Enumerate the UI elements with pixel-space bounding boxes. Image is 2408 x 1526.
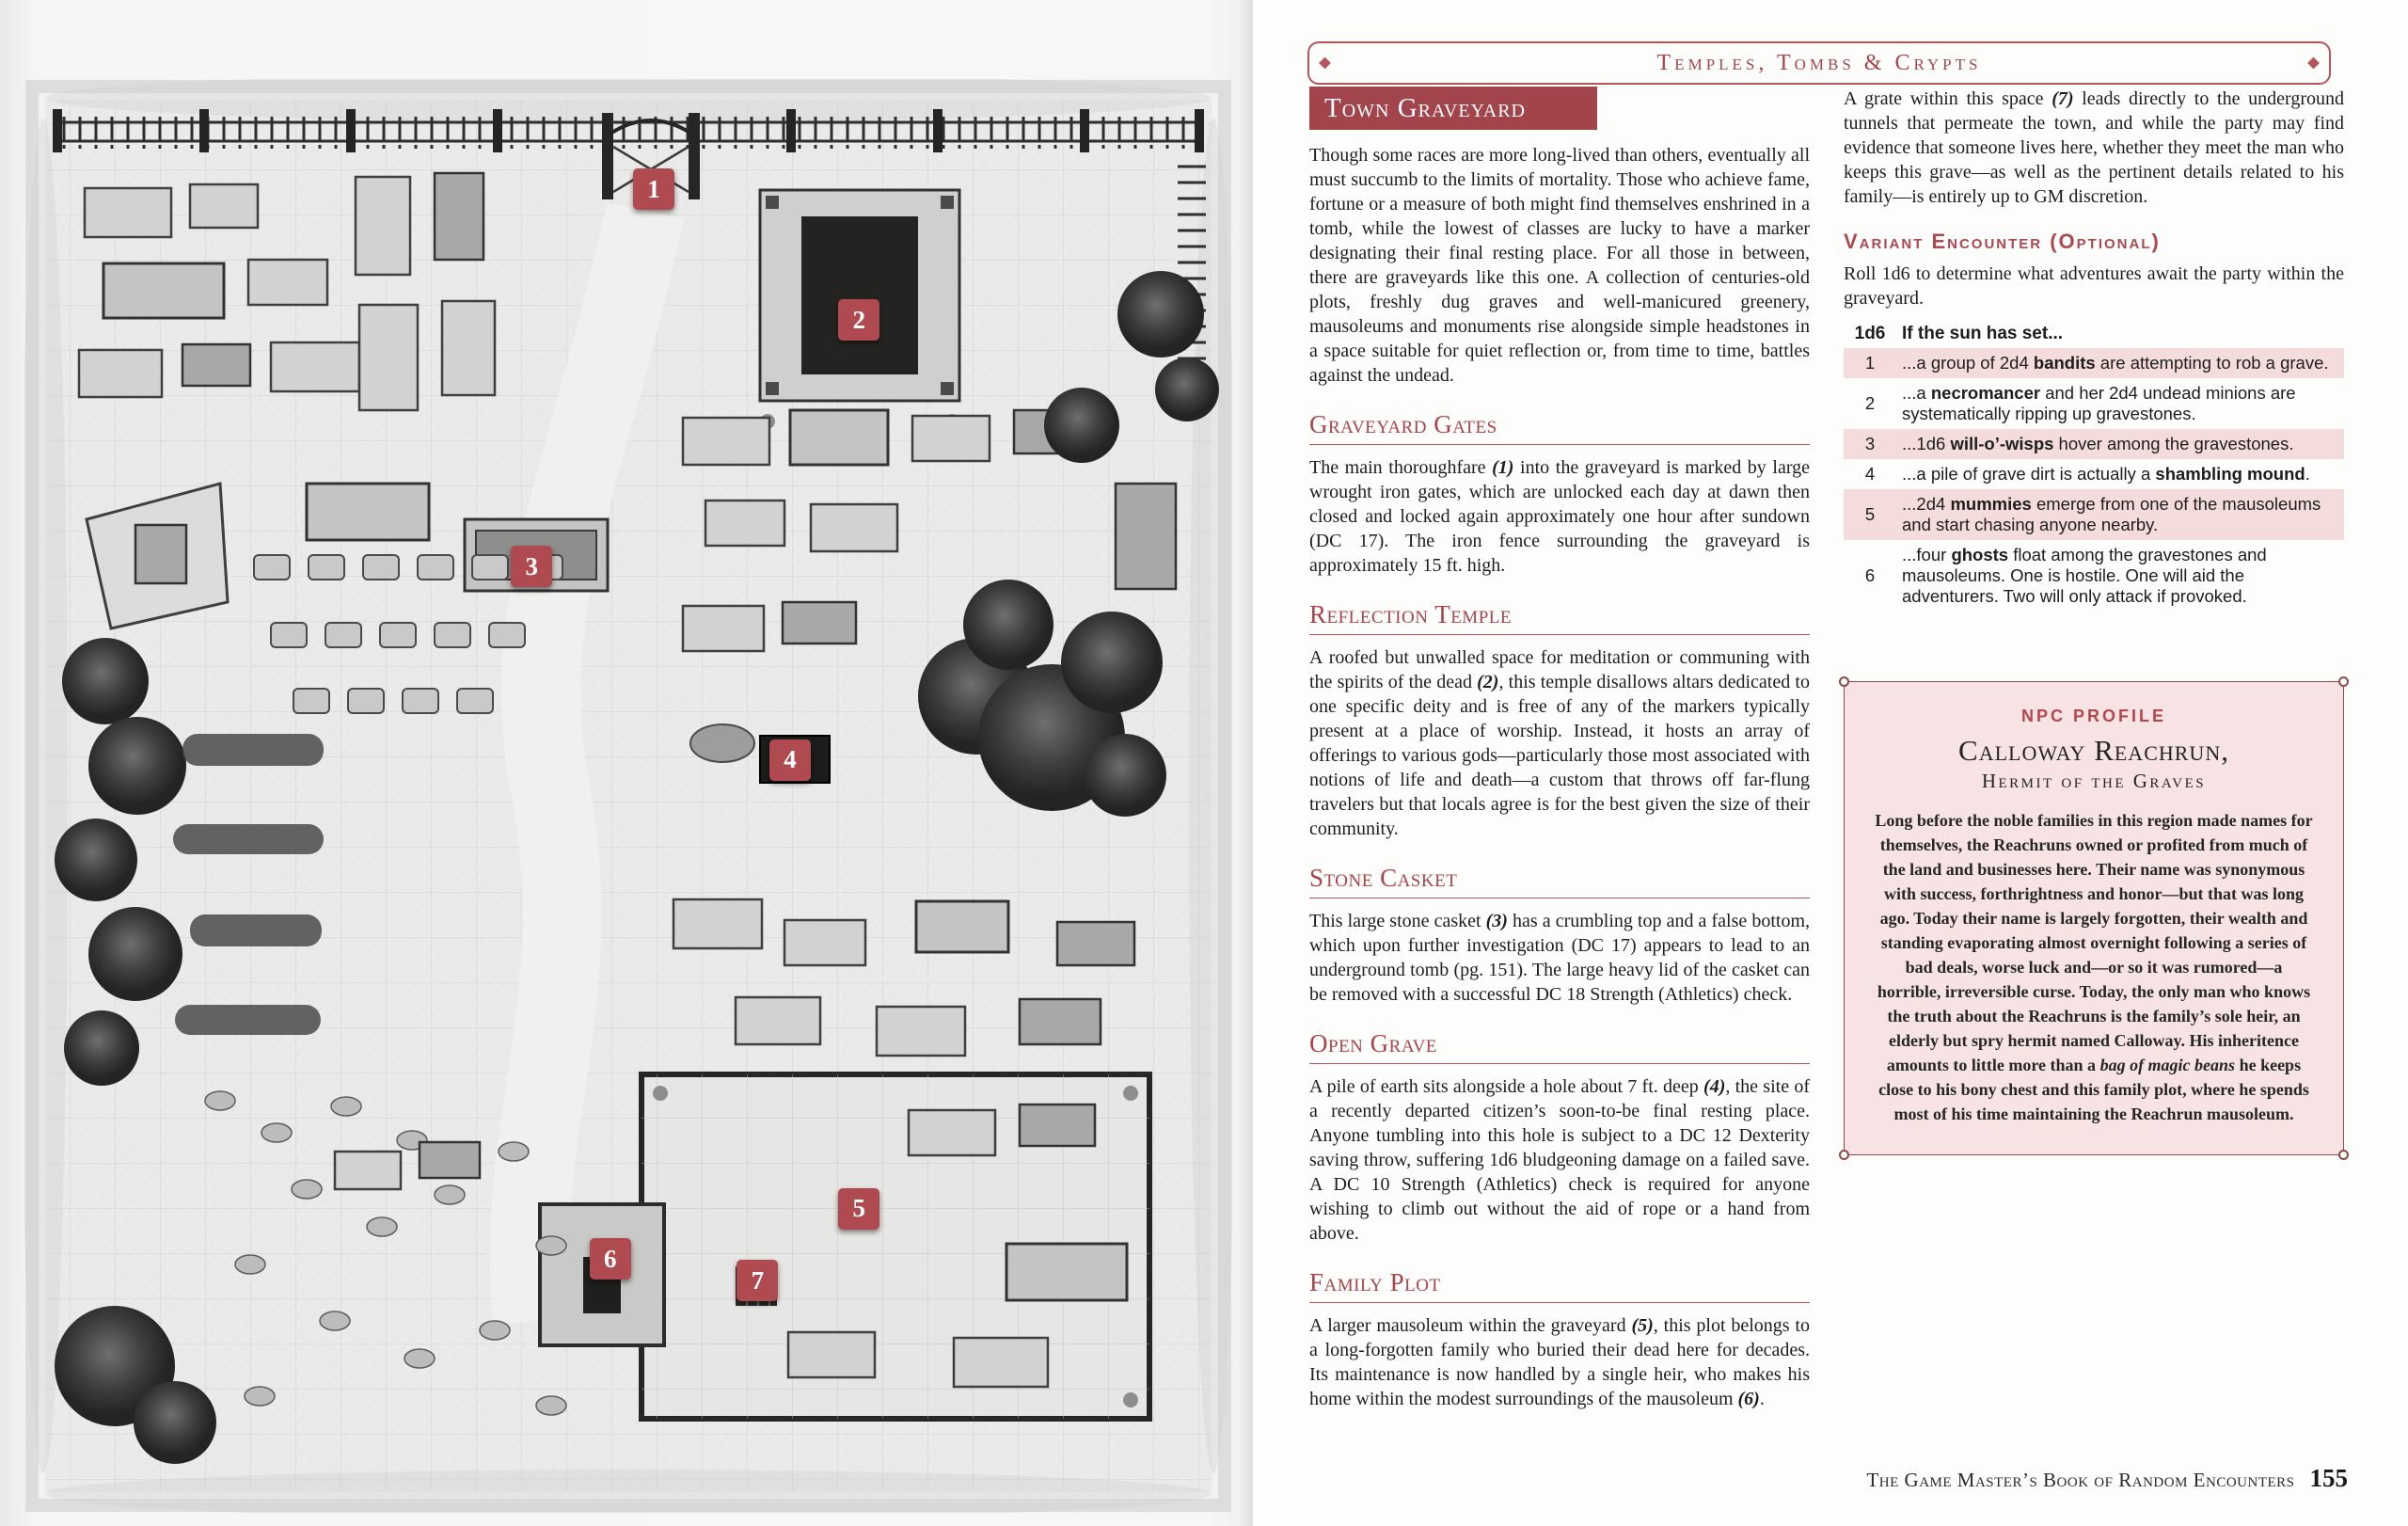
- section-heading: Stone Casket: [1309, 864, 1810, 898]
- encounter-text: ...1d6 will-o’-wisps hover among the gravestones.: [1902, 434, 2294, 453]
- book-title: The Game Master’s Book of Random Encounters: [1866, 1469, 2295, 1491]
- encounter-text: ...a necromancer and her 2d4 undead minions are systematically ripping up gravestones.: [1902, 383, 2296, 423]
- encounter-row-4: [1844, 459, 2344, 489]
- npc-subtitle: Hermit of the Graves: [1981, 770, 2207, 792]
- page-number: 155: [2309, 1464, 2348, 1492]
- encounter-row-3: [1844, 429, 2344, 459]
- corner-dot-icon: [2338, 676, 2349, 687]
- map-marker-6: 6: [590, 1238, 631, 1280]
- map-marker-2: 2: [838, 299, 879, 341]
- section-reflection-temple: [1309, 600, 1810, 841]
- section-stone-casket: [1309, 864, 1810, 1007]
- encounter-row-5: [1844, 489, 2344, 540]
- section-body: This large stone casket (3) has a crumbling top and a false bottom, which upon further investigation (DC 17) appears to lead to an underground tomb (pg. 151). The large heavy lid of the casket can be removed with a successful DC 18 Strength (Athletics) check.: [1309, 911, 1810, 1005]
- map-marker-4: 4: [769, 739, 811, 781]
- section-body: A pile of earth sits alongside a hole about 7 ft. deep (4), the site of a recently departed citizen’s soon-to-be final resting place. Anyone tumbling into this hole is subject to a DC 12 Dexterity saving throw, suffering 1d6 bludgeoning damage on a failed save. A DC 10 Strength (Athletics) check is required for anyone wishing to climb out without the aid of rope or a hand from above.: [1309, 1076, 1810, 1244]
- corner-dot-icon: [2338, 1150, 2349, 1160]
- npc-name: Calloway Reachrun,: [1958, 734, 2229, 767]
- encounter-text: ...four ghosts float among the gravestones and mausoleums. One is hostile. One will aid the adventurers. Two will only attack if provoked.: [1902, 545, 2267, 606]
- chapter-title: Temples, Tombs & Crypts: [1656, 50, 1982, 75]
- continuation-paragraph: A grate within this space (7) leads directly to the underground tunnels that permeate the town, and while the party may find evidence that someone lives here, whether they meet the man who keeps this grave—as well as the pertinent details related to his family—is entirely up to GM discretion.: [1844, 88, 2344, 207]
- encounter-text: ...a pile of grave dirt is actually a shambling mound.: [1902, 464, 2310, 484]
- npc-kicker: NPC PROFILE: [2020, 707, 2166, 725]
- corner-dot-icon: [1839, 1150, 1849, 1160]
- right-text-column: [1844, 87, 2344, 612]
- article-title: Town Graveyard: [1309, 87, 1597, 130]
- table-header-text: If the sun has set...: [1902, 324, 2064, 343]
- map-marker-3: 3: [511, 546, 552, 587]
- encounter-text: ...2d4 mummies emerge from one of the mausoleums and start chasing anyone nearby.: [1902, 494, 2321, 534]
- chapter-banner: [1307, 41, 2331, 85]
- corner-dot-icon: [1839, 676, 1849, 687]
- roll-value: 1: [1864, 353, 1876, 373]
- section-open-grave: [1309, 1029, 1810, 1246]
- banner-finial-right-icon: [2307, 57, 2320, 70]
- section-family-plot: [1309, 1268, 1810, 1411]
- graveyard-map: [24, 79, 1232, 1513]
- roll-value: 2: [1864, 393, 1876, 413]
- page-footer: [1866, 1464, 2348, 1493]
- intro-paragraph: Though some races are more long-lived than others, eventually all must succumb to the limits of mortality. Those who achieve fame, fortune or a measure of both might find themselves enshrined in a tomb, while the lowest of classes are lucky to have a marker designating their final resting place. For all those in between, there are graveyards like this one. A collection of centuries-old plots, freshly dug graves and well-manicured greenery, mausoleums and monuments rise alongside simple headstones in a space suitable for quiet reflection or, from time to time, battles against the undead.: [1309, 145, 1810, 386]
- npc-body: Long before the noble families in this region made names for themselves, the Reachruns owned or profited from much of the land and businesses here. Their name was synonymous with success, forthrightness and honor—but that was long ago. Today their name is largely forgotten, their wealth and standing evaporating almost overnight following a series of bad deals, worse luck and—or so it was rumored—a horrible, irreversible curse. Today, the only man who knows the truth about the Reachruns is the family’s sole heir, an elderly but spry hermit named Calloway. His inheritence amounts to little more than a bag of magic beans he keeps close to his bony chest and this family plot, where he spends most of his time maintaining the Reachrun mausoleum.: [1875, 811, 2313, 1123]
- map-marker-1: 1: [633, 168, 674, 210]
- encounter-row-6: [1844, 540, 2344, 612]
- section-body: A larger mausoleum within the graveyard (5), this plot belongs to a long-forgotten family who buried their dead here for decades. Its maintenance is now handled by a single heir, who makes his home within the modest surroundings of the mausoleum (6).: [1309, 1315, 1810, 1409]
- encounter-text: ...a group of 2d4 bandits are attempting to rob a grave.: [1902, 353, 2329, 373]
- variant-intro: Roll 1d6 to determine what adventures await the party within the graveyard.: [1844, 263, 2344, 309]
- map-marker-5: 5: [838, 1188, 879, 1230]
- encounter-row-2: [1844, 378, 2344, 429]
- roll-value: 4: [1864, 464, 1876, 484]
- table-header-roll: 1d6: [1854, 324, 1886, 343]
- section-heading: Reflection Temple: [1309, 600, 1810, 635]
- variant-encounter-table: [1844, 320, 2344, 612]
- section-heading: Family Plot: [1309, 1268, 1810, 1303]
- left-text-column: [1309, 87, 1810, 1411]
- section-body: The main thoroughfare (1) into the graveyard is marked by large wrought iron gates, which are unlocked each day at dawn then closed and locked again approximately one hour after sundown (DC 17). The iron fence surrounding the graveyard is approximately 15 ft. high.: [1309, 457, 1810, 576]
- npc-profile-box: [1844, 681, 2344, 1155]
- section-body: A roofed but unwalled space for meditation or communing with the spirits of the dead (2), this temple disallows altars dedicated to one specific deity and is free of any of the markers typically present at a place of worship. Instead, it hosts an array of offerings to various gods—particularly those most associated with notions of life and death—a custom that throws off far-flung travelers but that locals agree is for the best given the size of their community.: [1309, 647, 1810, 839]
- table-header-row: [1844, 320, 2344, 348]
- map-marker-7: 7: [737, 1260, 778, 1301]
- text-page: [1253, 0, 2408, 1526]
- map-marker-layer: [24, 79, 1232, 1513]
- roll-value: 3: [1864, 434, 1876, 453]
- roll-value: 5: [1864, 504, 1876, 524]
- roll-value: 6: [1864, 565, 1876, 585]
- encounter-row-1: [1844, 348, 2344, 378]
- banner-finial-left-icon: [1319, 57, 1331, 70]
- variant-encounter-heading: Variant Encounter (Optional): [1844, 230, 2161, 253]
- section-heading: Open Grave: [1309, 1029, 1810, 1064]
- section-graveyard-gates: [1309, 410, 1810, 578]
- section-heading: Graveyard Gates: [1309, 410, 1810, 445]
